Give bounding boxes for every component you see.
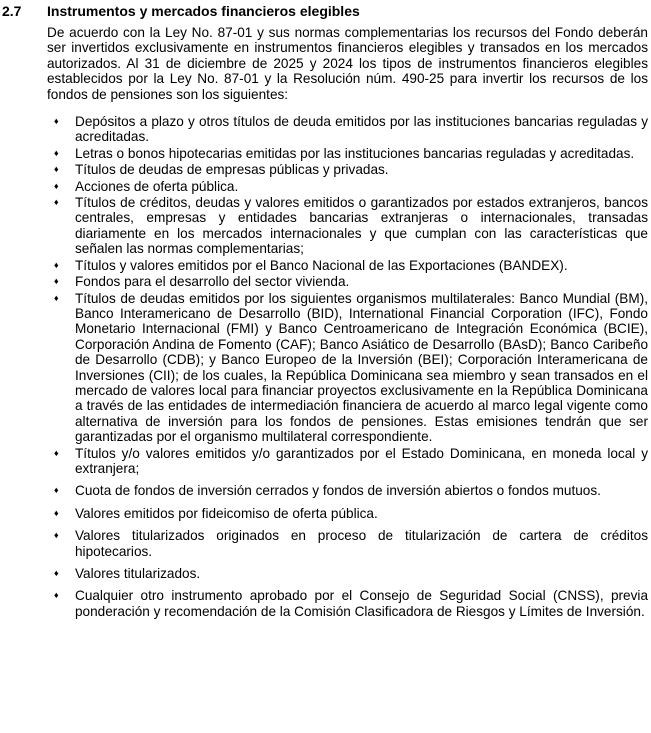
diamond-bullet-icon: ♦ bbox=[54, 530, 59, 541]
list-item-public-shares bbox=[2, 179, 648, 194]
list-item-text: Acciones de oferta pública. bbox=[75, 178, 239, 194]
diamond-bullet-icon: ♦ bbox=[54, 507, 59, 518]
list-item-text: Títulos de créditos, deudas y valores emitidos o garantizados por estados extranjeros, bancos centrales, empresas y entidades bancarias extranjeras o internacionales, transadas diariamente en los mercados internacionales y que cumplan con las características que señalen las normas complementarias; bbox=[75, 195, 648, 257]
list-item-text: Valores emitidos por fideicomiso de oferta pública. bbox=[75, 505, 378, 521]
list-item-state-securities bbox=[2, 446, 648, 477]
section-heading bbox=[2, 3, 648, 20]
diamond-bullet-icon: ♦ bbox=[54, 447, 59, 458]
diamond-bullet-icon: ♦ bbox=[54, 590, 59, 601]
diamond-bullet-icon: ♦ bbox=[54, 197, 59, 208]
diamond-bullet-icon: ♦ bbox=[54, 292, 59, 303]
diamond-bullet-icon: ♦ bbox=[54, 485, 59, 496]
list-item-text: Depósitos a plazo y otros títulos de deuda emitidos por las instituciones bancarias reguladas y acreditadas. bbox=[75, 114, 648, 145]
diamond-bullet-icon: ♦ bbox=[54, 116, 59, 127]
list-item-text: Títulos de deudas de empresas públicas y privadas. bbox=[75, 162, 389, 178]
list-item-housing-funds bbox=[2, 274, 648, 289]
list-item-text: Letras o bonos hipotecarias emitidas por las instituciones bancarias reguladas y acreditadas. bbox=[75, 145, 635, 161]
list-item-mortgage-bonds bbox=[2, 146, 648, 161]
list-item-text: Títulos y valores emitidos por el Banco Nacional de las Exportaciones (BANDEX). bbox=[75, 257, 568, 273]
eligible-instruments-list bbox=[2, 114, 648, 619]
list-item-investment-funds bbox=[2, 483, 648, 498]
list-item-text: Fondos para el desarrollo del sector vivienda. bbox=[75, 274, 350, 290]
diamond-bullet-icon: ♦ bbox=[54, 259, 59, 270]
diamond-bullet-icon: ♦ bbox=[54, 147, 59, 158]
list-item-mortgage-securitized bbox=[2, 528, 648, 559]
list-item-text: Valores titularizados originados en proceso de titularización de cartera de créditos hipotecarios. bbox=[75, 528, 648, 559]
list-item-company-debt bbox=[2, 162, 648, 177]
list-item-text: Cualquier otro instrumento aprobado por el Consejo de Seguridad Social (CNSS), previa ponderación y recomendación de la Comisión Clasificadora de Riesgos y Límites de Inversión. bbox=[75, 588, 648, 619]
list-item-deposits bbox=[2, 114, 648, 145]
list-item-bandex bbox=[2, 258, 648, 273]
list-item-trust-securities bbox=[2, 506, 648, 521]
list-item-text: Títulos de deudas emitidos por los siguientes organismos multilaterales: Banco Mundial (BM), Banco Interamericano de Desarrollo (BID), International Financial Corporation (IFC), Fondo Monetario Internacional (FMI) y Banco Centroamericano de Integración Económica (BCIE), Corporación Andina de Fomento (CAF); Banco Asiático de Desarrollo (BAsD); Banco Caribeño de Desarrollo (CDB); y Banco Europeo de la Inversión (BEI); Corporación Interamericana de Inversiones (CII); de los cuales, la República Dominicana sea miembro y sean transados en el mercado de valores local para financiar proyectos exclusivamente en la República Dominicana a través de las entidades de intermediación financiera de acuerdo al marco legal vigente como alternativa de inversión para los fondos de pensiones. Estas emisiones tendrán que ser garantizadas por el organismo multilateral correspondiente. bbox=[75, 290, 648, 445]
diamond-bullet-icon: ♦ bbox=[54, 276, 59, 287]
section-number: 2.7 bbox=[2, 3, 22, 19]
intro-paragraph: De acuerdo con la Ley No. 87-01 y sus normas complementarias los recursos del Fondo deberán ser invertidos exclusivamente en instrumentos financieros elegibles y transados en los mercados autorizados. Al 31 de diciembre de 2025 y 2024 los tipos de instrumentos financieros elegibles establecidos por la Ley No. 87-01 y la Resolución núm. 490-25 para invertir los recursos de los fondos de pensiones son los siguientes: bbox=[47, 25, 648, 102]
list-item-multilateral bbox=[2, 291, 648, 445]
list-item-text: Valores titularizados. bbox=[75, 566, 201, 581]
list-item-other-approved bbox=[2, 588, 648, 619]
section-title: Instrumentos y mercados financieros elegibles bbox=[47, 3, 360, 19]
list-item-text: Títulos y/o valores emitidos y/o garantizados por el Estado Dominicana, en moneda local y extranjera; bbox=[75, 445, 648, 476]
list-item-text: Cuota de fondos de inversión cerrados y fondos de inversión abiertos o fondos mutuos. bbox=[75, 483, 601, 499]
diamond-bullet-icon: ♦ bbox=[54, 180, 59, 191]
diamond-bullet-icon: ♦ bbox=[54, 164, 59, 175]
list-item-securitized bbox=[2, 566, 648, 581]
list-item-foreign-securities bbox=[2, 195, 648, 257]
diamond-bullet-icon: ♦ bbox=[54, 568, 59, 578]
